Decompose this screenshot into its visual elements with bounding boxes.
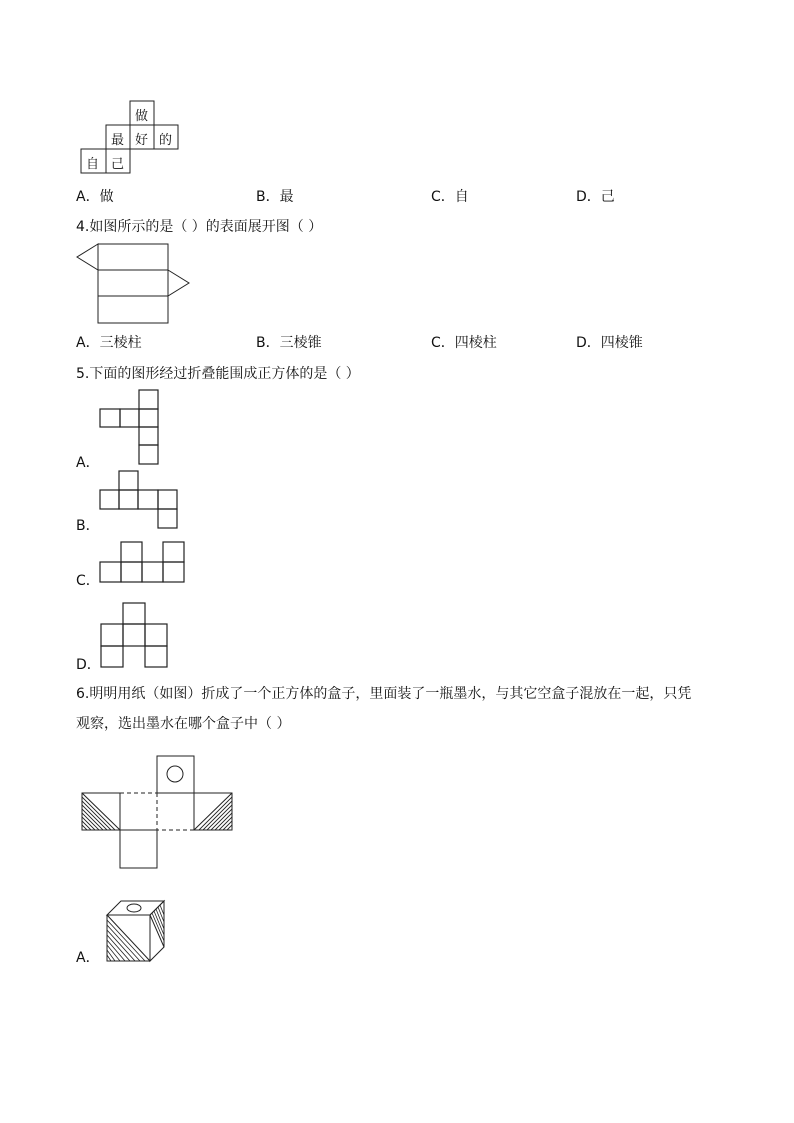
option-text: 三棱锥: [279, 335, 322, 351]
q4-option-a[interactable]: A．三棱柱: [76, 335, 142, 351]
q6-line-2: 观察，选出墨水在哪个盒子中（ ）: [76, 716, 291, 732]
option-letter: C: [76, 573, 86, 589]
option-text: 做: [99, 189, 114, 205]
option-letter: A: [76, 189, 86, 205]
net-char: 好: [135, 133, 149, 148]
net-char: 最: [111, 133, 125, 148]
q6-option-a[interactable]: A．: [76, 950, 100, 966]
option-letter: C: [431, 335, 441, 351]
option-letter: D: [76, 657, 87, 673]
option-letter: D: [576, 189, 587, 205]
option-letter: A: [76, 455, 86, 471]
option-text: 四棱锥: [600, 335, 643, 351]
option-text: 己: [600, 189, 615, 205]
option-letter: A: [76, 335, 86, 351]
q3-option-d[interactable]: D．己: [576, 189, 615, 205]
option-letter: A: [76, 950, 86, 966]
option-letter: B: [256, 335, 266, 351]
q5-option-b[interactable]: B．: [76, 518, 100, 534]
option-letter: B: [76, 518, 86, 534]
q4-question-text: 4.如图所示的是（ ）的表面展开图（ ）: [76, 219, 323, 235]
option-text: 自: [454, 189, 469, 205]
q5-question-text: 5.下面的图形经过折叠能围成正方体的是（ ）: [76, 366, 360, 382]
q5-option-c[interactable]: C．: [76, 573, 100, 589]
q4-option-d[interactable]: D．四棱锥: [576, 335, 643, 351]
q4-option-c[interactable]: C．四棱柱: [431, 335, 497, 351]
q4-option-b[interactable]: B．三棱锥: [256, 335, 322, 351]
option-text: 三棱柱: [99, 335, 142, 351]
q3-option-a[interactable]: A．做: [76, 189, 114, 205]
option-text: 四棱柱: [454, 335, 497, 351]
option-letter: B: [256, 189, 266, 205]
q3-option-c[interactable]: C．自: [431, 189, 469, 205]
net-char: 自: [86, 157, 100, 172]
option-text: 最: [279, 189, 294, 205]
q6-line-1: 6.明明用纸（如图）折成了一个正方体的盒子，里面装了一瓶墨水，与其它空盒子混放在一起，只凭: [76, 686, 692, 702]
option-letter: C: [431, 189, 441, 205]
option-letter: D: [576, 335, 587, 351]
net-char: 的: [159, 133, 173, 148]
q5-option-a[interactable]: A．: [76, 455, 100, 471]
net-char: 做: [135, 109, 149, 124]
q5-option-d[interactable]: D．: [76, 657, 101, 673]
q3-option-b[interactable]: B．最: [256, 189, 294, 205]
net-char: 己: [111, 157, 125, 172]
